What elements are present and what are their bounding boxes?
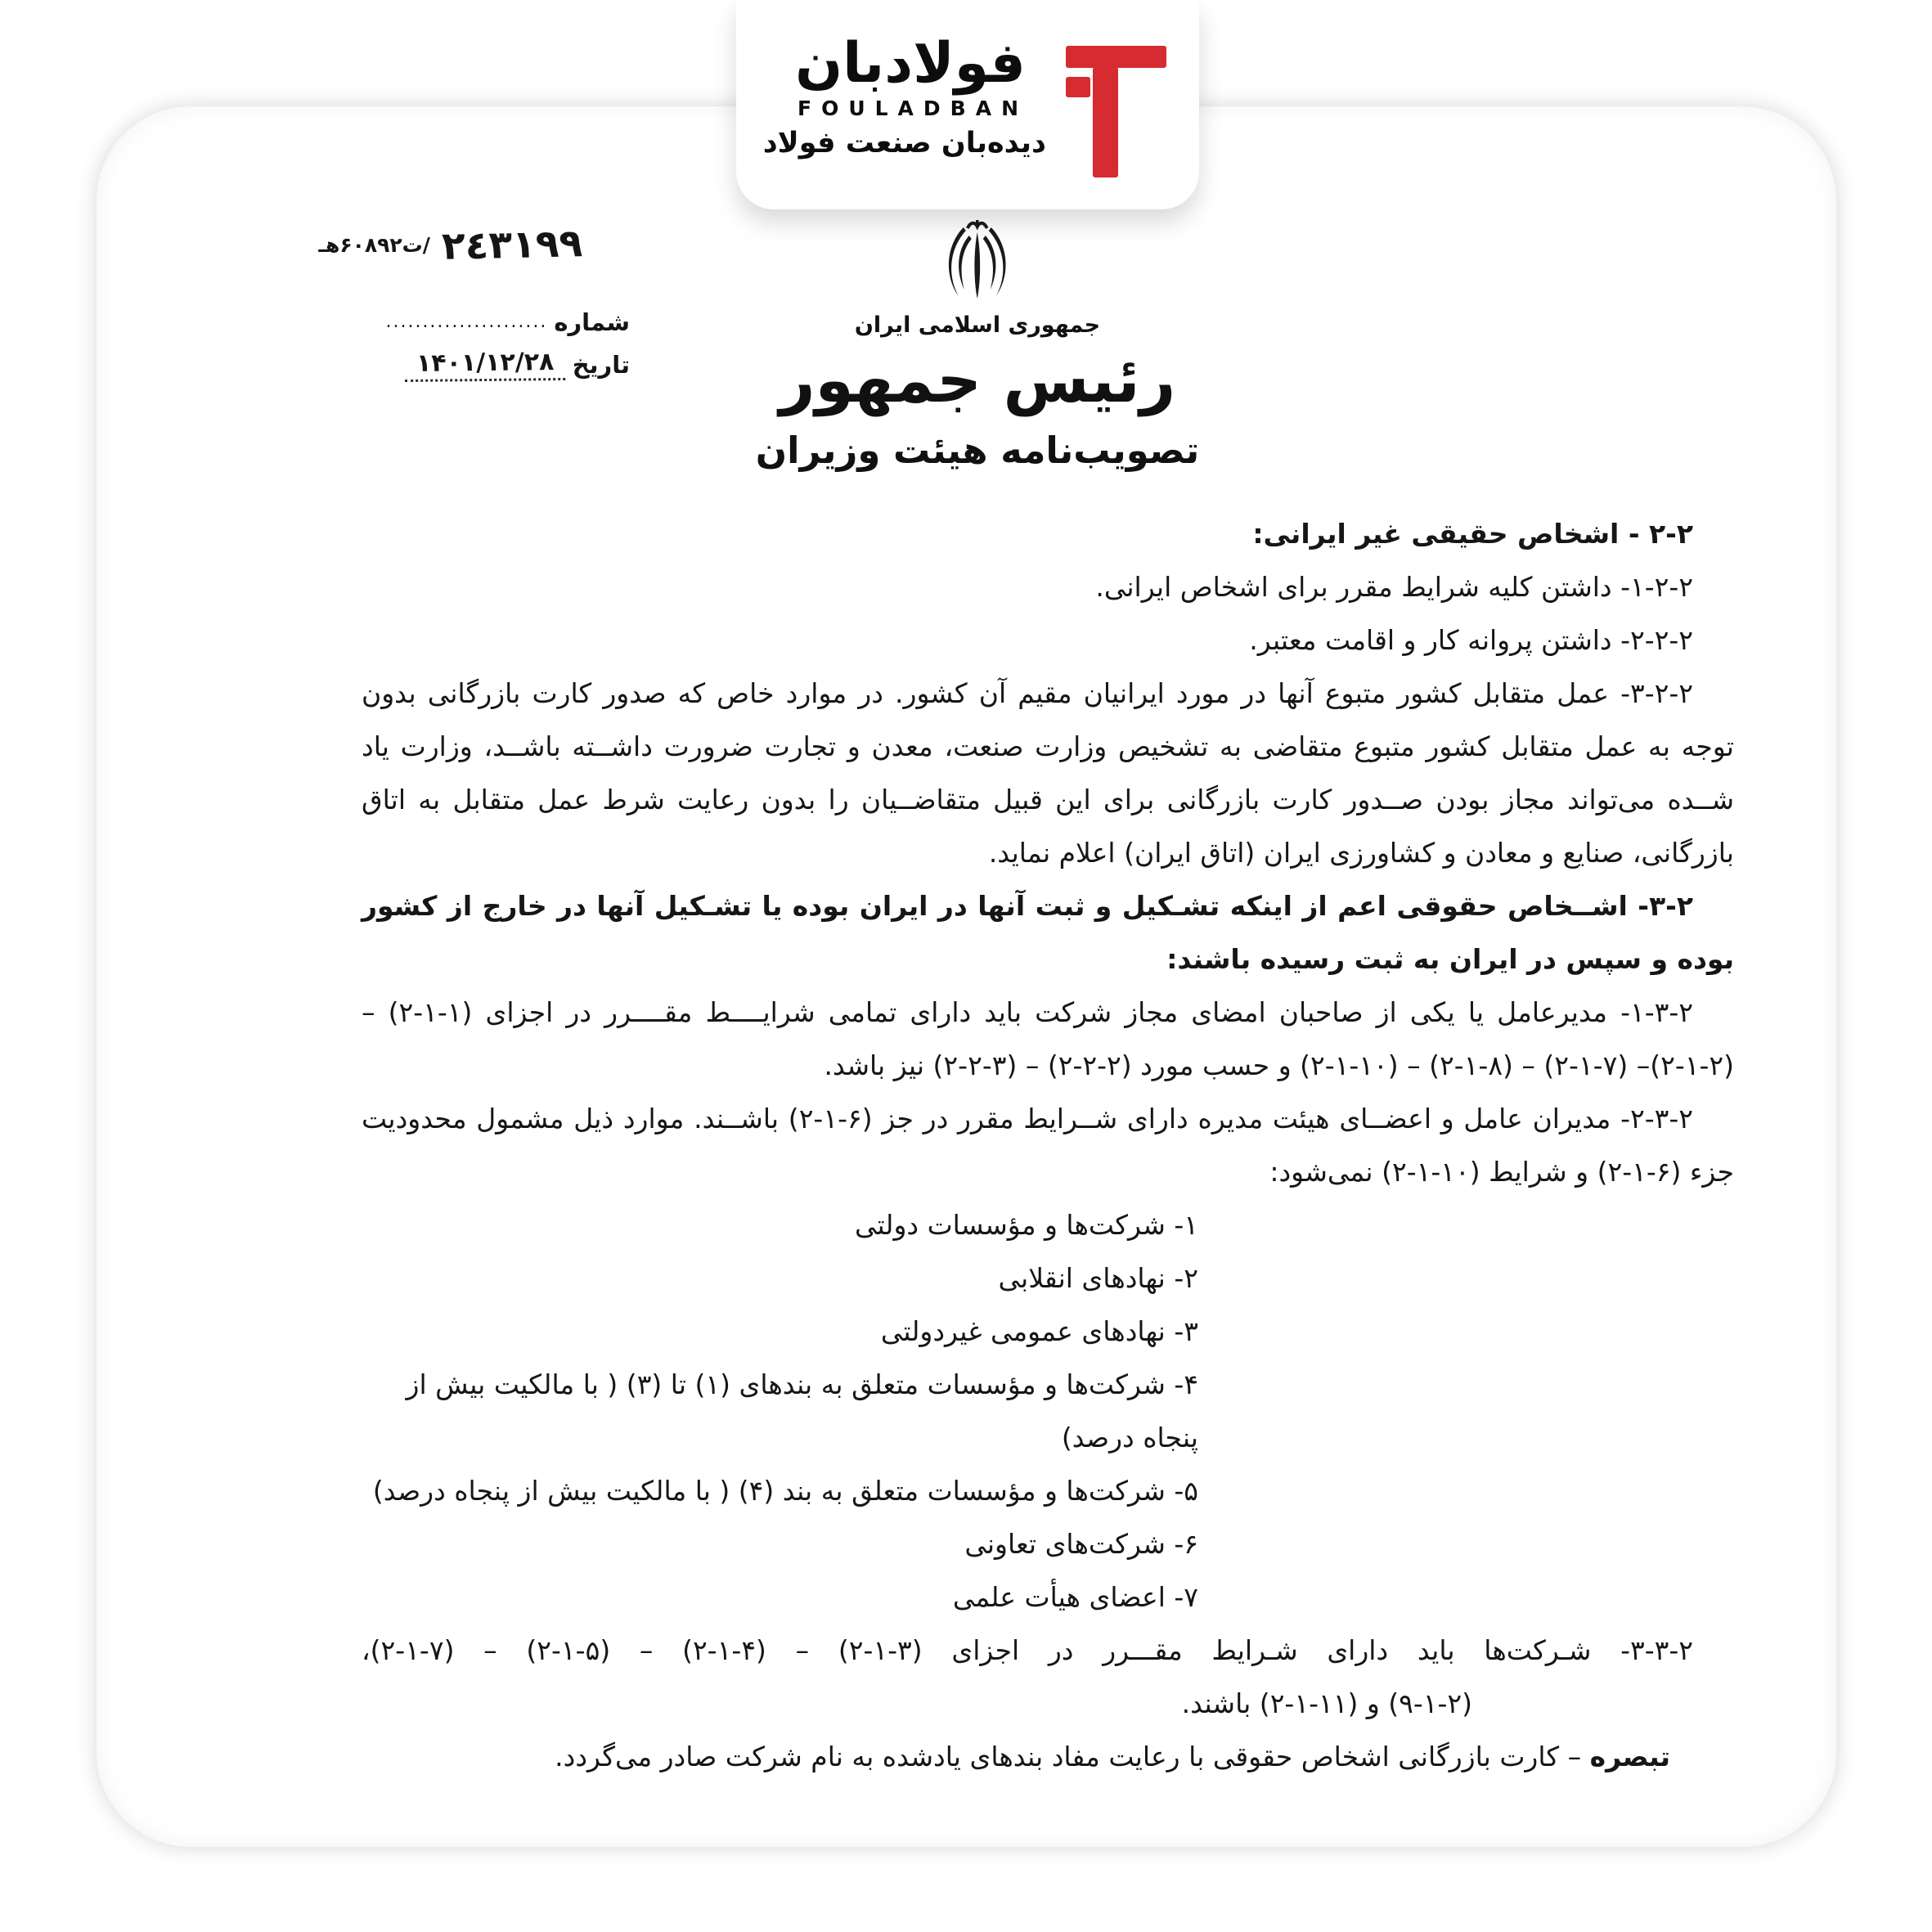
fouladban-logo-card [736, 0, 1199, 209]
paragraph-2-3-1: ۱-۳-۲- مدیرعامل یا یکی از صاحبان امضای مجاز شرکت باید دارای تمامی شرایــــط مقــــرر در اجزای (۱-۱-۲) – (۲-۱-۲)– (۷-۱-۲) – (۸-۱-۲) – (۱۰-۱-۲) و حسب مورد (۲-۲-۲) – (۳-۲-۲) نیز باشد. [362, 996, 1734, 1081]
date-label: تاریخ [572, 351, 630, 379]
paragraph-2-2-2: ۲-۲-۲- داشتن پروانه کار و اقامت معتبر. [1249, 624, 1693, 656]
section-2-2-title: ۲-۲ - اشخاص حقیقی غیر ایرانی: [1252, 518, 1693, 550]
president-title: رئیس جمهور [779, 344, 1176, 416]
decree-number: ٢٤٣١٩٩ [441, 221, 583, 269]
section-2-3-title: ۳-۲- اشــخاص حقوقی اعم از اینکه تشـکیل و ثبت آنها در ایران بوده یا تشـکیل آنها در خارج از کشور بوده و سپس در ایران به ثبت رسیده باشند: [362, 890, 1734, 975]
list-item-7: ۷- اعضای هیأت علمی [952, 1581, 1198, 1613]
number-line [385, 301, 630, 344]
country-title: جمهوری اسلامی ایران [854, 312, 1101, 338]
list-item-3: ۳- نهادهای عمومی غیردولتی [880, 1315, 1198, 1347]
decree-type-title: تصویب‌نامه هیئت وزیران [755, 429, 1200, 473]
decree-number-block [318, 222, 582, 267]
number-date-block [385, 301, 630, 386]
number-label: شماره [554, 308, 630, 336]
note-label: تبصره [1589, 1741, 1670, 1772]
iran-emblem-icon [936, 219, 1019, 301]
logo-icon-stem [1093, 67, 1118, 177]
paragraph-2-2-1: ۱-۲-۲- داشتن کلیه شرایط مقرر برای اشخاص ایرانی. [1095, 571, 1693, 603]
list-item-4: ۴- شرکت‌ها و مؤسسات متعلق به بندهای (۱) تا (۳) ( با مالکیت بیش از پنجاه درصد) [406, 1368, 1198, 1453]
paragraph-2-3-2: ۲-۳-۲- مدیران عامل و اعضــای هیئت مدیره دارای شــرایط مقرر در جز (۶-۱-۲) باشــند. موارد ذیل مشمول محدودیت جزء (۶-۱-۲) و شرایط (۱۰-۱-۲) نمی‌شود: [362, 1103, 1734, 1188]
fouladban-logo-icon [1066, 46, 1166, 177]
document-body [362, 507, 1734, 1783]
list-item-6: ۶- شرکت‌های تعاونی [964, 1528, 1198, 1560]
fouladban-wordmark-fa: فولادبان [795, 31, 1026, 96]
fouladban-logo-text [762, 31, 1046, 160]
fouladban-tagline: دیده‌بان صنعت فولاد [762, 127, 1046, 160]
number-dotted-line: ...................... [385, 312, 548, 332]
paragraph-2-2-3: ۳-۲-۲- عمل متقابل کشور متبوع آنها در مورد ایرانیان مقیم آن کشور. در موارد خاص که صدور کارت بازرگانی بدون توجه به عمل متقابل کشور متبوع متقاضی به تشخیص وزارت صنعت، معدن و تجارت ضرورت داشــته باشــد، وزارت یاد شــده می‌تواند مجاز بودن صــدور کارت بازرگانی برای این قبیل متقاضــیان را بدون رعایت شرط عمل متقابل به اتاق بازرگانی، صنایع و معادن و کشاورزی ایران (اتاق ایران) اعلام نماید. [362, 677, 1734, 869]
logo-icon-top-bar [1066, 46, 1166, 68]
list-item-1: ۱- شرکت‌ها و مؤسسات دولتی [854, 1209, 1198, 1241]
note-paragraph [362, 1730, 1734, 1783]
date-value: ۱۴۰۱/۱۲/۲۸ [405, 348, 566, 382]
paragraph-2-3-3-line1: ۳-۳-۲- شـرکت‌ها باید دارای شـرایط مقـــرر در اجزای (۳-۱-۲) – (۴-۱-۲) – (۵-۱-۲) – (۷-۱-۲)، [362, 1634, 1694, 1666]
logo-icon-dot [1066, 77, 1090, 97]
list-item-5: ۵- شرکت‌ها و مؤسسات متعلق به بند (۴) ( با مالکیت بیش از پنجاه درصد) [372, 1475, 1198, 1507]
list-item-2: ۲- نهادهای انقلابی [998, 1262, 1198, 1294]
fouladban-wordmark-en: FOULADBAN [798, 97, 1028, 121]
official-letterhead [756, 219, 1199, 472]
date-line [385, 344, 630, 386]
decree-number-ref: /ت۶۰۸۹۲هـ [318, 233, 430, 257]
paragraph-2-3-3-line2: (۹-۱-۲) و (۱۱-۱-۲) باشند. [1181, 1687, 1472, 1719]
note-text: – کارت بازرگانی اشخاص حقوقی با رعایت مفاد بندهای یادشده به نام شرکت صادر می‌گردد. [555, 1741, 1590, 1772]
